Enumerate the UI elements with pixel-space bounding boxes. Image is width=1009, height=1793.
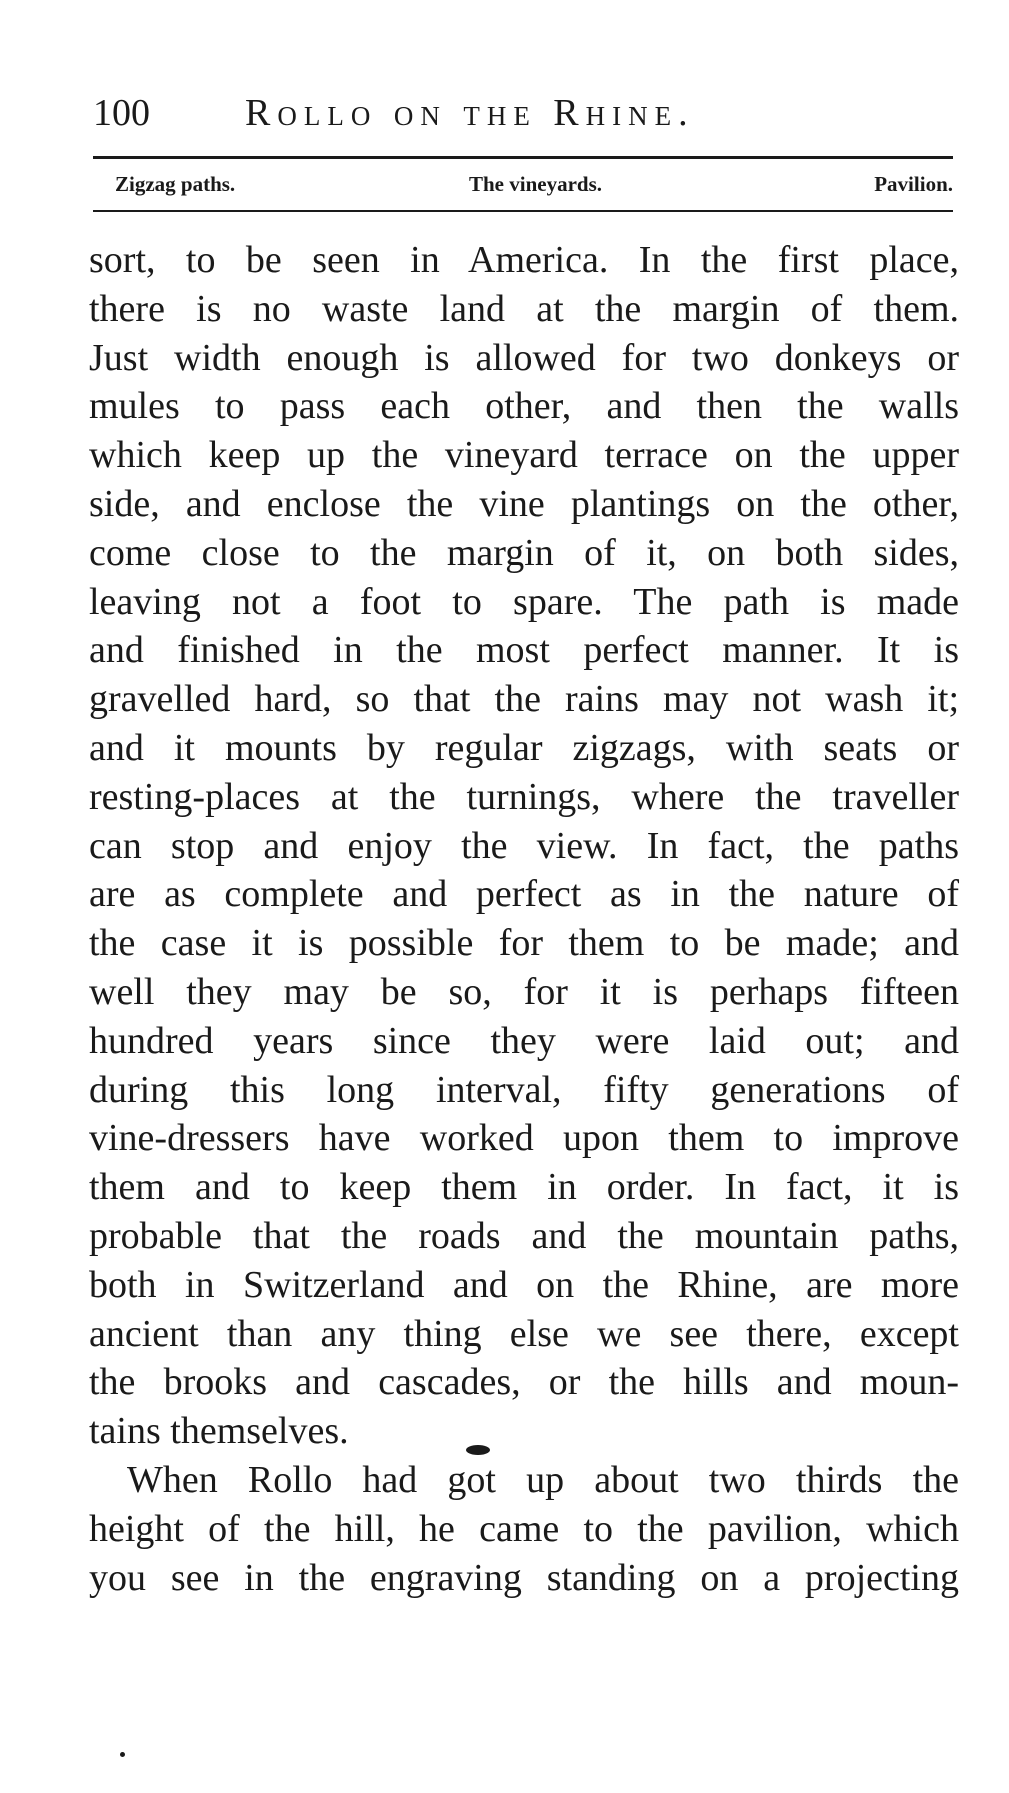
text-line: leaving not a foot to spare. The path is made xyxy=(89,580,959,623)
text-line: can stop and enjoy the view. In fact, the paths xyxy=(89,824,959,867)
text-line: vine-dressers have worked upon them to improve xyxy=(89,1117,959,1160)
book-title: Rollo on the Rhine. xyxy=(245,92,695,134)
page-number: 100 xyxy=(93,92,150,134)
text-line: sort, to be seen in America. In the first place, xyxy=(89,239,959,281)
text-line: gravelled hard, so that the rains may not wash it; xyxy=(89,678,959,721)
text-line: them and to keep them in order. In fact, it is xyxy=(89,1166,959,1209)
body-text xyxy=(89,236,959,1602)
text-line: resting-places at the turnings, where the traveller xyxy=(89,775,959,818)
text-line: and it mounts by regular zigzags, with seats or xyxy=(89,726,959,769)
text-line: mules to pass each other, and then the walls xyxy=(89,385,959,428)
text-line: the case it is possible for them to be made; and xyxy=(89,922,959,965)
text-line: Just width enough is allowed for two donkeys or xyxy=(89,336,959,379)
text-line: height of the hill, he came to the pavilion, which xyxy=(89,1507,959,1550)
paragraph-end-line: tains themselves. xyxy=(89,1410,349,1453)
text-line: during this long interval, fifty generations of xyxy=(89,1068,959,1111)
subheading-center: The vineyards. xyxy=(469,172,603,196)
text-line: there is no waste land at the margin of them. xyxy=(89,287,959,330)
text-line: which keep up the vineyard terrace on the upper xyxy=(89,434,959,477)
text-line: come close to the margin of it, on both sides, xyxy=(89,531,959,574)
subheading-left: Zigzag paths. xyxy=(115,172,236,196)
ink-blot xyxy=(466,1445,490,1455)
text-line: are as complete and perfect as in the nature of xyxy=(89,873,959,916)
running-head xyxy=(93,88,943,138)
text-line: ancient than any thing else we see there, except xyxy=(89,1312,959,1355)
bottom-rule xyxy=(93,210,953,212)
text-line: hundred years since they were laid out; and xyxy=(89,1019,959,1062)
text-line: side, and enclose the vine plantings on the other, xyxy=(89,482,959,525)
ink-speck xyxy=(120,1752,125,1757)
paragraph-start-line: When Rollo had got up about two thirds the xyxy=(127,1458,959,1501)
text-line: probable that the roads and the mountain paths, xyxy=(89,1214,959,1257)
subheading-right: Pavilion. xyxy=(874,172,953,196)
text-line: and finished in the most perfect manner. It is xyxy=(89,629,959,672)
text-line: both in Switzerland and on the Rhine, are more xyxy=(89,1263,959,1306)
text-line: well they may be so, for it is perhaps fifteen xyxy=(89,970,959,1013)
text-line: you see in the engraving standing on a projecting xyxy=(89,1556,959,1599)
text-line: the brooks and cascades, or the hills and moun- xyxy=(89,1361,959,1404)
section-subheadings xyxy=(93,166,953,202)
top-rule xyxy=(93,156,953,159)
